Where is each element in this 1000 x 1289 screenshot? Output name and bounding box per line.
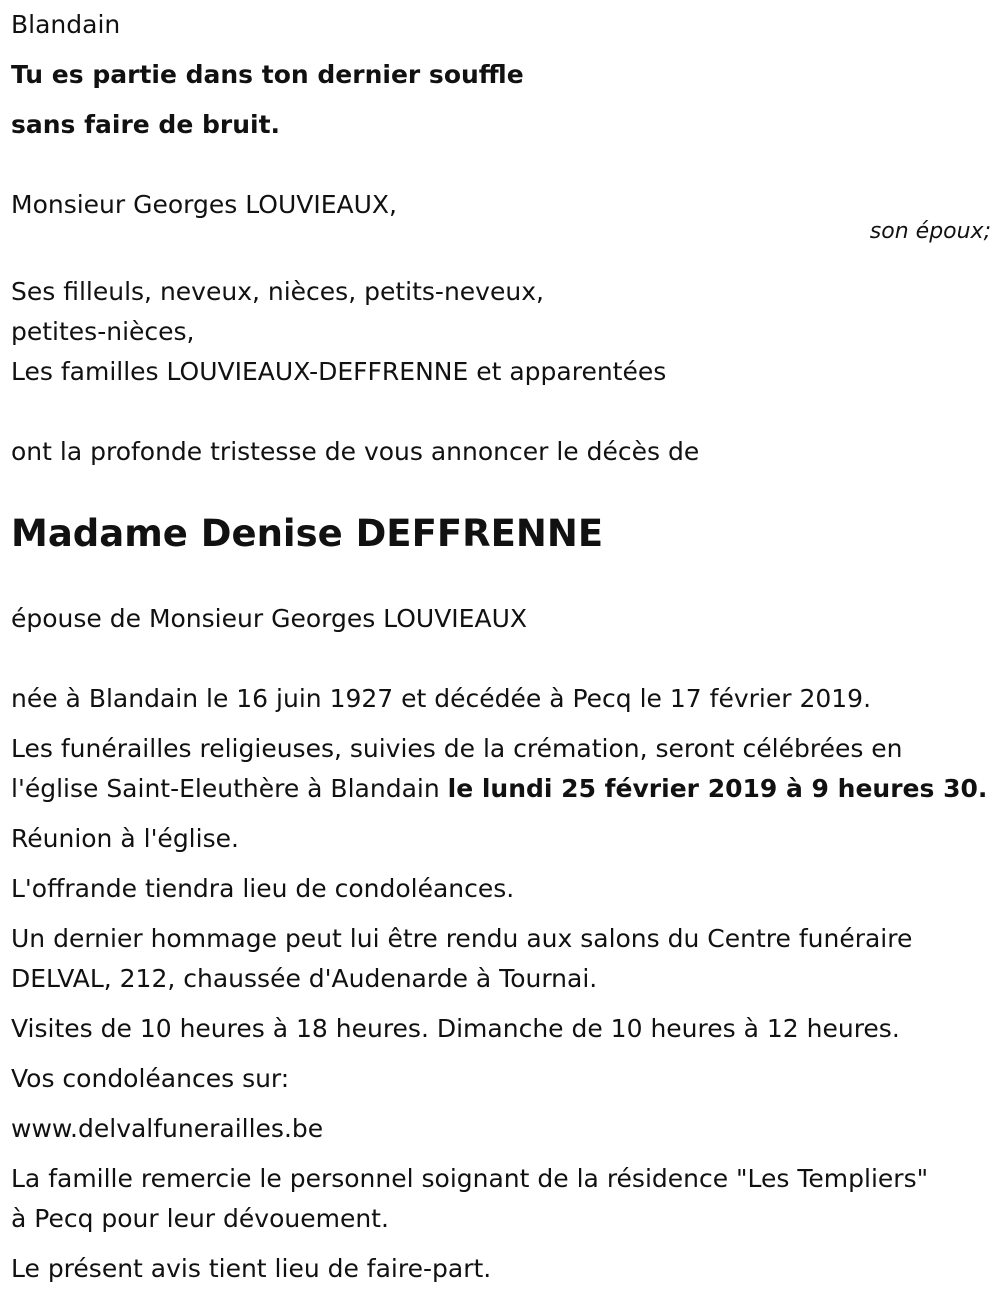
closing-text: Le présent avis tient lieu de faire-part.: [11, 1254, 492, 1283]
spouse-row: [11, 190, 991, 244]
tribute-line-1: Un dernier hommage peut lui être rendu aux salons du Centre funéraire: [11, 924, 913, 953]
obituary-notice: [11, 5, 991, 1289]
thanks-text: [11, 1159, 991, 1239]
place-name: Blandain: [11, 10, 121, 39]
offering-text: L'offrande tiendra lieu de condoléances.: [11, 874, 515, 903]
epigraph-line-2: sans faire de bruit.: [11, 110, 281, 139]
thanks-line-2: à Pecq pour leur dévouement.: [11, 1204, 389, 1233]
funeral-info: [11, 729, 991, 809]
website-link[interactable]: www.delvalfunerailles.be: [11, 1114, 324, 1143]
tribute-info: [11, 919, 991, 999]
announcement-text: ont la profonde tristesse de vous annoncer le décès de: [11, 437, 700, 466]
tribute-line-2: DELVAL, 212, chaussée d'Audenarde à Tournai.: [11, 964, 598, 993]
birth-death-text: née à Blandain le 16 juin 1927 et décédée à Pecq le 17 février 2019.: [11, 684, 872, 713]
epigraph-line-1: Tu es partie dans ton dernier souffle: [11, 60, 524, 89]
spouse-name: Monsieur Georges LOUVIEAUX,: [11, 190, 397, 219]
funeral-date-time: le lundi 25 février 2019 à 9 heures 30.: [447, 774, 988, 803]
family-line: Les familles LOUVIEAUX-DEFFRENNE et apparentées: [11, 357, 667, 386]
family-line: Ses filleuls, neveux, nièces, petits-neveux,: [11, 277, 544, 306]
condolences-label: Vos condoléances sur:: [11, 1064, 290, 1093]
relation-text: épouse de Monsieur Georges LOUVIEAUX: [11, 604, 527, 633]
thanks-line-1: La famille remercie le personnel soignant de la résidence "Les Templiers": [11, 1164, 929, 1193]
deceased-name: Madame Denise DEFFRENNE: [11, 512, 604, 555]
meeting-text: Réunion à l'église.: [11, 824, 239, 853]
family-list: [11, 272, 991, 392]
spouse-role: son époux;: [869, 219, 991, 244]
visits-text: Visites de 10 heures à 18 heures. Dimanche de 10 heures à 12 heures.: [11, 1014, 900, 1043]
funeral-line-2: [11, 769, 991, 809]
funeral-line-1: Les funérailles religieuses, suivies de la crémation, seront célébrées en: [11, 734, 903, 763]
family-line: petites-nièces,: [11, 317, 195, 346]
funeral-location: l'église Saint-Eleuthère à Blandain: [11, 774, 448, 803]
